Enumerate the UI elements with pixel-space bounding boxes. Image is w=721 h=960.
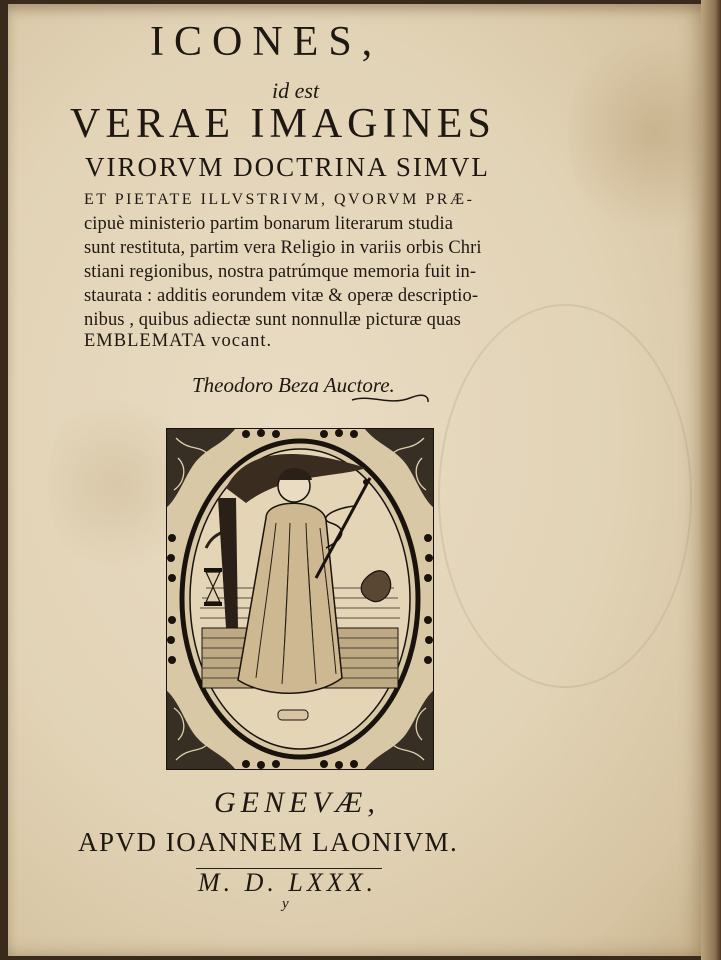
page-edge <box>701 0 721 960</box>
title-verae-imagines: VERAE IMAGINES <box>70 101 496 147</box>
body-line: EMBLEMATA vocant. <box>84 331 273 351</box>
title-pietate: ET PIETATE ILLVSTRIVM, QVORVM PRÆ- <box>84 191 475 208</box>
imprint-printer: APVD IOANNEM LAONIVM. <box>78 827 459 857</box>
title-id-est: id est <box>272 78 320 103</box>
body-line: nibus , quibus adiectæ sunt nonnullæ picturæ quas <box>84 310 461 330</box>
body-line: sunt restituta, partim vera Religio in variis orbis Chri <box>84 238 482 258</box>
woodcut-illustration <box>166 428 434 770</box>
imprint-date: M. D. LXXX. <box>198 868 378 897</box>
body-line: staurata : additis eorundem vitæ & operæ descriptio- <box>84 286 479 306</box>
flourish-ornament <box>350 392 430 408</box>
imprint-place: GENEVÆ, <box>214 786 380 819</box>
body-line: cipuè ministerio partim bonarum literarum studia <box>84 214 454 234</box>
body-line: stiani regionibus, nostra patrúmque memoria fuit in- <box>84 262 477 282</box>
bleed-through-seal <box>438 304 692 688</box>
title-virorum: VIRORVM DOCTRINA SIMVL <box>85 152 490 182</box>
paper-stain <box>568 24 721 244</box>
author-line: Theodoro Beza Auctore. <box>192 373 395 397</box>
title-icones: ICONES, <box>150 19 383 65</box>
signature-mark: y <box>282 896 289 912</box>
